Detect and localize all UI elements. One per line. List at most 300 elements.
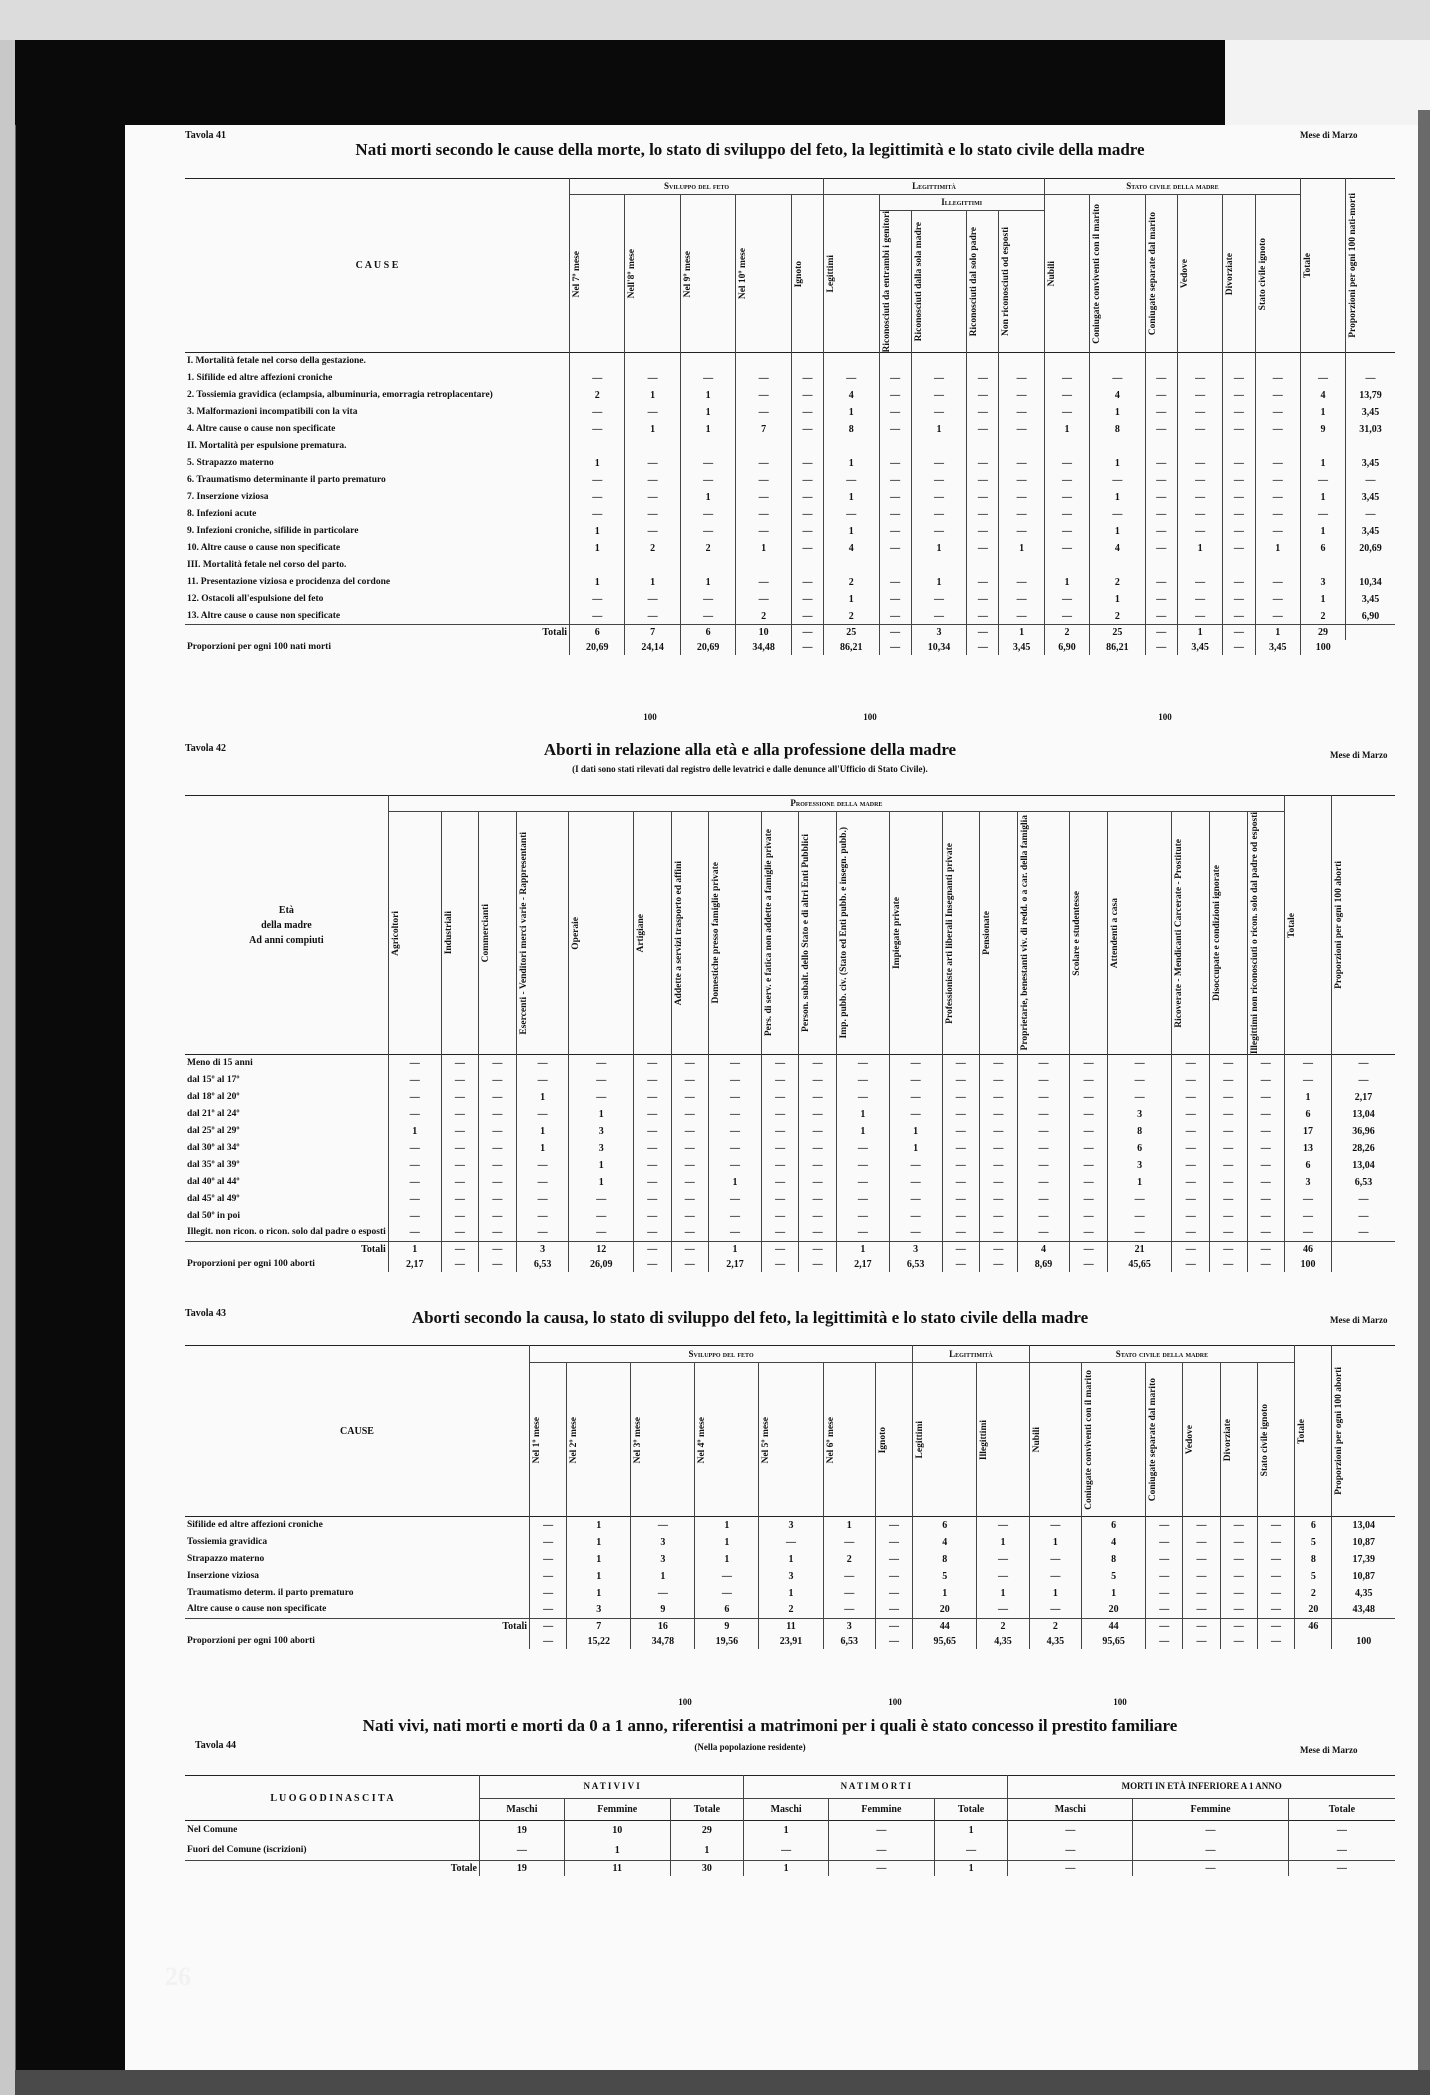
- cell: 1: [569, 1106, 634, 1123]
- totals-label: Totali: [185, 1242, 388, 1258]
- cell: —: [829, 1821, 935, 1841]
- cell: —: [875, 1568, 912, 1585]
- cell: —: [761, 1157, 799, 1174]
- cell: —: [889, 1157, 942, 1174]
- cell: 6,90: [1044, 640, 1089, 655]
- cell: [824, 353, 879, 370]
- table-row: [185, 438, 1395, 455]
- eta-header-3: Ad anni compiuti: [249, 934, 324, 946]
- table-41: [185, 178, 1395, 655]
- cell: —: [625, 523, 680, 540]
- cell: —: [1220, 1551, 1257, 1568]
- cell: —: [479, 1055, 517, 1072]
- cell: 3: [889, 1242, 942, 1258]
- cell: 6,53: [516, 1257, 569, 1272]
- row-label: dal 30º al 34º: [187, 1142, 240, 1153]
- cell: —: [1044, 591, 1089, 608]
- col-header: [1082, 1363, 1146, 1517]
- row-label: 11. Presentazione viziosa e procidenza del cordone: [187, 576, 391, 587]
- col-non-riconosciuti: Non riconosciuti od esposti: [1001, 227, 1012, 337]
- col-header-text: Pensionate: [982, 911, 993, 955]
- cell: —: [1255, 472, 1301, 489]
- cell: —: [569, 1055, 634, 1072]
- cell: —: [761, 1208, 799, 1225]
- cell: —: [570, 421, 625, 438]
- table-row: [185, 1517, 1395, 1534]
- cell: —: [911, 370, 966, 387]
- cell: 6: [1301, 540, 1346, 557]
- cell: —: [516, 1106, 569, 1123]
- col-header: [567, 1363, 631, 1517]
- cell: —: [942, 1174, 980, 1191]
- col-header-text: Industriali: [443, 911, 454, 955]
- cell: —: [942, 1242, 980, 1258]
- col-divorziate: Divorziate: [1225, 252, 1236, 295]
- cell: 6: [913, 1517, 977, 1534]
- row-label: 3. Malformazioni incompatibili con la vita: [187, 406, 358, 417]
- cell: —: [1172, 1140, 1210, 1157]
- cell: —: [530, 1585, 567, 1602]
- cell: [1255, 438, 1301, 455]
- cell: —: [791, 608, 823, 625]
- cell: —: [1288, 1861, 1395, 1877]
- cell: —: [441, 1174, 479, 1191]
- cell: —: [530, 1602, 567, 1619]
- cell: 6: [680, 625, 735, 641]
- cell: 8: [913, 1551, 977, 1568]
- col-header: [889, 812, 942, 1055]
- cell: 1: [1301, 455, 1346, 472]
- cell: —: [879, 625, 911, 641]
- table-row: [185, 387, 1395, 404]
- cell: 26,09: [569, 1257, 634, 1272]
- cell: —: [388, 1174, 441, 1191]
- cell: —: [967, 523, 999, 540]
- cell: —: [879, 640, 911, 655]
- cell: 6,90: [1346, 608, 1396, 625]
- cell: [1044, 557, 1089, 574]
- cell: [999, 557, 1044, 574]
- col-header-text: Coniugate conviventi con il marito: [1084, 1369, 1095, 1510]
- col-legittimi: Legittimi: [826, 254, 837, 293]
- cell: —: [516, 1174, 569, 1191]
- cell: —: [1070, 1257, 1108, 1272]
- row-label: 9. Infezioni croniche, sifilide in particolare: [187, 525, 359, 536]
- cell: 2,17: [709, 1257, 762, 1272]
- row-label: 4. Altre cause o cause non specificate: [187, 423, 336, 434]
- cell: —: [1223, 472, 1255, 489]
- cell: —: [709, 1225, 762, 1242]
- cell: —: [824, 370, 879, 387]
- cell: —: [1255, 608, 1301, 625]
- cell: —: [516, 1055, 569, 1072]
- cell: —: [1090, 506, 1145, 523]
- col-header-text: Illegittimi non riconosciuti o ricon. solo dal padre od esposti: [1249, 812, 1260, 1055]
- table-41-month: Mese di Marzo: [1300, 130, 1358, 140]
- cell: —: [967, 404, 999, 421]
- cell: —: [911, 506, 966, 523]
- cell: 1: [759, 1585, 823, 1602]
- col-totale: Totale: [1287, 912, 1298, 938]
- cell: —: [889, 1089, 942, 1106]
- cell: 2: [736, 608, 791, 625]
- cell: 100: [1332, 1634, 1395, 1649]
- cell: —: [934, 1841, 1008, 1861]
- cell: 4,35: [1332, 1585, 1395, 1602]
- cell: 1: [1177, 540, 1222, 557]
- cell: 1: [1301, 404, 1346, 421]
- cell: —: [1257, 1517, 1294, 1534]
- cell: —: [1133, 1821, 1289, 1841]
- row-label: Illegit. non ricon. o ricon. solo dal padre o esposti: [187, 1227, 386, 1238]
- col-header-text: Nel 1º mese: [532, 1416, 542, 1463]
- cell: 1: [1107, 1174, 1172, 1191]
- cell: —: [1346, 506, 1396, 523]
- cell: —: [441, 1089, 479, 1106]
- cell: [824, 438, 879, 455]
- cell: [791, 353, 823, 370]
- cell: —: [1257, 1551, 1294, 1568]
- col-header: [695, 1363, 759, 1517]
- cell: —: [1145, 540, 1177, 557]
- cell: —: [671, 1242, 709, 1258]
- table-43-label: Tavola 43: [185, 1308, 227, 1319]
- cell: —: [1301, 506, 1346, 523]
- col-stato-ignoto: Stato civile ignoto: [1257, 237, 1268, 310]
- cell: —: [709, 1072, 762, 1089]
- cell: —: [516, 1208, 569, 1225]
- cell: —: [977, 1551, 1029, 1568]
- cell: —: [1017, 1157, 1070, 1174]
- cell: —: [942, 1257, 980, 1272]
- cell: —: [967, 370, 999, 387]
- cell: —: [709, 1055, 762, 1072]
- row-label: dal 40º al 44º: [187, 1176, 240, 1187]
- cell: [570, 438, 625, 455]
- cell: —: [1029, 1551, 1081, 1568]
- table-44-subtitle: (Nella popolazione residente): [694, 1742, 806, 1752]
- cell: —: [671, 1208, 709, 1225]
- cell: [1145, 353, 1177, 370]
- cell: —: [1177, 523, 1222, 540]
- t43-sum-legittimita: 100: [888, 1697, 902, 1707]
- cell: 1: [569, 1157, 634, 1174]
- cell: —: [569, 1089, 634, 1106]
- cell: 10,87: [1332, 1534, 1395, 1551]
- table-43-totals-row: [185, 1619, 1395, 1635]
- cell: 1: [736, 540, 791, 557]
- cell: —: [911, 387, 966, 404]
- cell: —: [625, 506, 680, 523]
- cell: —: [631, 1517, 695, 1534]
- cell: —: [1209, 1055, 1247, 1072]
- cell: —: [967, 640, 999, 655]
- row-label: 8. Infezioni acute: [187, 508, 257, 519]
- table-44-month: Mese di Marzo: [1300, 1745, 1358, 1755]
- col-header: [823, 1363, 875, 1517]
- cell: —: [980, 1123, 1018, 1140]
- cell: —: [1145, 370, 1177, 387]
- cell: 8: [1090, 421, 1145, 438]
- table-row: [185, 506, 1395, 523]
- cell: [791, 438, 823, 455]
- col-header: [980, 812, 1018, 1055]
- cell: —: [516, 1157, 569, 1174]
- cell: —: [823, 1534, 875, 1551]
- cell: —: [479, 1257, 517, 1272]
- cell: —: [1145, 506, 1177, 523]
- cell: [570, 353, 625, 370]
- cell: —: [441, 1106, 479, 1123]
- place-header: L U O G O D I N A S C I T A: [270, 1792, 394, 1804]
- props-label: Proporzioni per ogni 100 aborti: [187, 1636, 315, 1646]
- cell: —: [479, 1072, 517, 1089]
- table-row: [185, 540, 1395, 557]
- cell: —: [479, 1123, 517, 1140]
- cell: —: [1183, 1534, 1220, 1551]
- col-header-text: Proprietarie, benestanti viv. di redd. o a car. della famiglia: [1019, 815, 1030, 1051]
- cell: [1332, 1619, 1395, 1635]
- row-label: dal 45º al 49º: [187, 1193, 240, 1204]
- cell: —: [1017, 1123, 1070, 1140]
- cell: —: [1247, 1106, 1285, 1123]
- cell: [911, 557, 966, 574]
- t41-sum-sviluppo: 100: [643, 712, 657, 722]
- cell: —: [1177, 472, 1222, 489]
- cell: —: [1145, 625, 1177, 641]
- table-row: [185, 591, 1395, 608]
- cell: 2: [1090, 574, 1145, 591]
- cell: 1: [824, 489, 879, 506]
- cell: —: [889, 1191, 942, 1208]
- table-42-title: Aborti in relazione alla età e alla professione della madre: [543, 740, 957, 759]
- cell: —: [1255, 455, 1301, 472]
- cell: 6: [1285, 1106, 1332, 1123]
- cell: 1: [977, 1534, 1029, 1551]
- cell: —: [824, 472, 879, 489]
- cell: —: [799, 1225, 837, 1242]
- cell: [1346, 353, 1396, 370]
- cell: [1090, 557, 1145, 574]
- cell: 1: [569, 1174, 634, 1191]
- col-header: [1107, 812, 1172, 1055]
- cell: [1346, 625, 1396, 641]
- cell: 5: [913, 1568, 977, 1585]
- cell: —: [1247, 1123, 1285, 1140]
- cell: —: [967, 387, 999, 404]
- cell: —: [1183, 1517, 1220, 1534]
- cell: —: [1346, 472, 1396, 489]
- col-ricon-padre: Riconosciuti dal solo padre: [969, 227, 980, 337]
- cell: [1177, 438, 1222, 455]
- cell: —: [1247, 1089, 1285, 1106]
- scan-border-right: [1418, 110, 1430, 2095]
- cell: —: [799, 1140, 837, 1157]
- cell: 10,87: [1332, 1568, 1395, 1585]
- cell: —: [1247, 1191, 1285, 1208]
- table-row: [185, 574, 1395, 591]
- cell: —: [1331, 1055, 1395, 1072]
- cell: —: [1223, 489, 1255, 506]
- cell: [625, 557, 680, 574]
- col-header-text: Esercenti - Venditori merci varie - Rappresentanti: [518, 831, 529, 1035]
- cell: 1: [911, 574, 966, 591]
- cell: 3,45: [1346, 489, 1396, 506]
- cell: [911, 438, 966, 455]
- cell: 13,04: [1331, 1157, 1395, 1174]
- cell: —: [1146, 1568, 1183, 1585]
- cell: —: [829, 1861, 935, 1877]
- cell: —: [791, 574, 823, 591]
- cell: —: [625, 608, 680, 625]
- cell: —: [1177, 421, 1222, 438]
- cell: —: [1044, 506, 1089, 523]
- cell: 1: [999, 625, 1044, 641]
- cell: —: [911, 608, 966, 625]
- cell: 1: [823, 1517, 875, 1534]
- table-42-body: [185, 1055, 1395, 1242]
- cell: —: [634, 1072, 672, 1089]
- cell: —: [1223, 591, 1255, 608]
- col-ricon-madre: Riconosciuti dalla sola madre: [913, 222, 924, 342]
- cell: —: [1247, 1208, 1285, 1225]
- cell: —: [1017, 1191, 1070, 1208]
- cell: 17,39: [1332, 1551, 1395, 1568]
- cell: —: [1288, 1841, 1395, 1861]
- cell: 24,14: [625, 640, 680, 655]
- col-header-text: Nel 5º mese: [761, 1416, 772, 1463]
- cell: —: [1145, 489, 1177, 506]
- col-header-text: Coniugate separate dal marito: [1148, 1378, 1159, 1502]
- col-header-text: Stato civile ignoto: [1259, 1403, 1270, 1476]
- cell: —: [829, 1841, 935, 1861]
- cell: —: [1146, 1585, 1183, 1602]
- col-totale: Totale: [1303, 253, 1313, 279]
- col-header: Maschi: [480, 1798, 565, 1821]
- cell: —: [1044, 455, 1089, 472]
- cell: 11: [564, 1861, 670, 1877]
- table-42-label: Tavola 42: [185, 743, 227, 754]
- cell: —: [671, 1089, 709, 1106]
- cell: —: [980, 1157, 1018, 1174]
- cell: 20: [913, 1602, 977, 1619]
- table-42: [185, 795, 1395, 1272]
- col-header: [569, 812, 634, 1055]
- cell: [680, 353, 735, 370]
- cell: —: [980, 1208, 1018, 1225]
- col-vedove: Vedove: [1179, 259, 1190, 289]
- cell: —: [1247, 1225, 1285, 1242]
- cell: 4: [1082, 1534, 1146, 1551]
- col-header: Femmine: [564, 1798, 670, 1821]
- col-header: [759, 1363, 823, 1517]
- cell: —: [1247, 1257, 1285, 1272]
- cell: —: [799, 1072, 837, 1089]
- cell: —: [1145, 523, 1177, 540]
- cell: [1301, 557, 1346, 574]
- cell: —: [570, 591, 625, 608]
- col-header: Femmine: [829, 1798, 935, 1821]
- cell: —: [388, 1208, 441, 1225]
- table-row: [185, 455, 1395, 472]
- cell: —: [680, 370, 735, 387]
- cell: —: [1255, 506, 1301, 523]
- cell: 20,69: [1346, 540, 1396, 557]
- cell: 6,53: [889, 1257, 942, 1272]
- cell: —: [671, 1191, 709, 1208]
- cell: 21: [1107, 1242, 1172, 1258]
- cell: 7: [625, 625, 680, 641]
- col-header-text: Impiegate private: [891, 897, 902, 970]
- cell: 9: [1301, 421, 1346, 438]
- cell: —: [680, 506, 735, 523]
- col-header-text: Person. subalt. dello Stato e di altri Enti Pubblici: [801, 834, 812, 1033]
- col-header: [1247, 812, 1285, 1055]
- cell: —: [570, 489, 625, 506]
- cell: —: [1223, 370, 1255, 387]
- cell: 10: [736, 625, 791, 641]
- cell: —: [875, 1602, 912, 1619]
- cell: —: [736, 506, 791, 523]
- cell: —: [1017, 1106, 1070, 1123]
- cell: —: [1209, 1140, 1247, 1157]
- cell: —: [680, 591, 735, 608]
- cell: —: [967, 591, 999, 608]
- col-header: [799, 812, 837, 1055]
- cell: [736, 557, 791, 574]
- table-row: [185, 353, 1395, 370]
- cell: 1: [1285, 1089, 1332, 1106]
- col-header-text: Ignoto: [877, 1426, 888, 1453]
- cell: 2: [1029, 1619, 1081, 1635]
- cell: [1301, 353, 1346, 370]
- cell: —: [761, 1140, 799, 1157]
- cell: —: [879, 591, 911, 608]
- cell: —: [570, 404, 625, 421]
- cell: 1: [570, 540, 625, 557]
- table-44-title: Nati vivi, nati morti e morti da 0 a 1 anno, riferentisi a matrimoni per i quali è stato concesso il prestito familiare: [362, 1716, 1178, 1735]
- cell: 1: [570, 574, 625, 591]
- cell: —: [1223, 387, 1255, 404]
- group-sviluppo: Sviluppo del feto: [570, 179, 824, 195]
- cell: 2: [570, 387, 625, 404]
- cell: —: [388, 1106, 441, 1123]
- cell: 2: [1044, 625, 1089, 641]
- col-header-text: Scolare e studentesse: [1072, 890, 1083, 976]
- cell: —: [999, 421, 1044, 438]
- cell: —: [889, 1208, 942, 1225]
- cell: —: [1223, 523, 1255, 540]
- col-header: Maschi: [744, 1798, 829, 1821]
- cell: 1: [824, 455, 879, 472]
- col-header-text: Ricoverate - Mendicanti Carcerate - Prostitute: [1174, 838, 1185, 1028]
- cell: 3: [759, 1517, 823, 1534]
- cell: 1: [977, 1585, 1029, 1602]
- cell: —: [569, 1208, 634, 1225]
- cause-header: CAUSE: [340, 1425, 374, 1437]
- cell: —: [1209, 1174, 1247, 1191]
- cell: —: [530, 1619, 567, 1635]
- cell: —: [761, 1174, 799, 1191]
- cell: —: [1223, 608, 1255, 625]
- cell: —: [1172, 1106, 1210, 1123]
- cell: —: [479, 1191, 517, 1208]
- cell: —: [1145, 421, 1177, 438]
- cell: —: [1257, 1619, 1294, 1635]
- scan-border-bottom: [15, 2070, 1430, 2095]
- cell: [791, 557, 823, 574]
- cell: —: [761, 1055, 799, 1072]
